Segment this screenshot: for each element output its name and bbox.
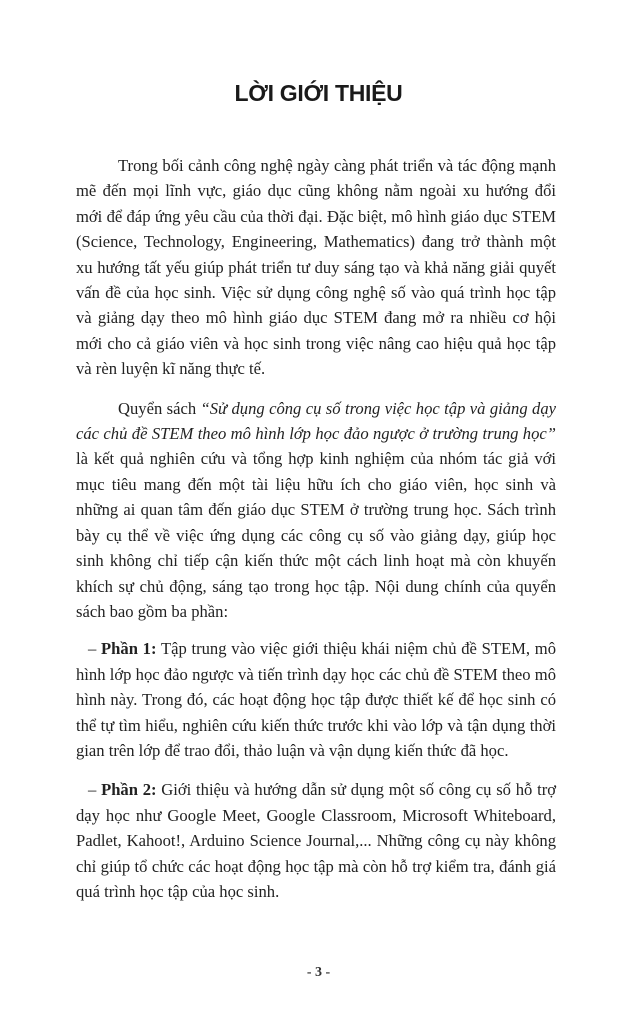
part-1-text: Tập trung vào việc giới thiệu khái niệm chủ đề STEM, mô hình lớp học đảo ngược và tiến trình dạy học các chủ đề STEM theo mô hình này. Trong đó, các hoạt động học tập được thiết kế để học sinh có thể tự tìm hiểu, nghiên cứu kiến thức trước khi vào lớp và tận dụng thời gian trên lớp để trao đổi, thảo luận và vận dụng kiến thức đã học.: [76, 639, 556, 760]
part-2-dash: –: [88, 780, 102, 800]
page-number: - 3 -: [306, 965, 331, 980]
book-description-lead: Quyển sách: [118, 398, 201, 418]
page-title: LỜI GIỚI THIỆU: [234, 80, 403, 106]
intro-paragraph: [76, 153, 556, 382]
part-2-text: Giới thiệu và hướng dẫn sử dụng một số công cụ số hỗ trợ dạy học như Google Meet, Google Classroom, Microsoft Whiteboard, Padlet, Kahoot!, Arduino Science Journal,... Những công cụ này không chỉ giúp tổ chức các hoạt động học tập mà còn hỗ trợ kiểm tra, đánh giá quá trình học tập của học sinh.: [76, 780, 556, 901]
body-text: [76, 153, 556, 918]
book-title-quote: “Sử dụng công cụ số trong việc học tập và giảng dạy các chủ đề STEM theo mô hình lớp học đảo ngược ở trường trung học”: [76, 398, 556, 444]
intro-paragraph-text: Trong bối cảnh công nghệ ngày càng phát triển và tác động mạnh mẽ đến mọi lĩnh vực, giáo dục cũng không nằm ngoài xu hướng đổi mới để đáp ứng yêu cầu của thời đại. Đặc biệt, mô hình giáo dục STEM (Science, Technology, Engineering, Mathematics) đang trở thành một xu hướng tất yếu giúp phát triển tư duy sáng tạo và khả năng giải quyết vấn đề của học sinh. Việc sử dụng công nghệ số vào quá trình học tập và giảng dạy theo mô hình giáo dục STEM đang mở ra nhiều cơ hội mới cho cả giáo viên và học sinh trong việc nâng cao hiệu quả học tập và rèn luyện kĩ năng thực tế.: [76, 156, 556, 379]
part-2-label: Phần 2:: [101, 780, 157, 800]
book-description-rest: là kết quả nghiên cứu và tổng hợp kinh nghiệm của nhóm tác giả với mục tiêu mang đến một tài liệu hữu ích cho giáo viên, học sinh và những ai quan tâm đến giáo dục STEM ở trường trung học. Sách trình bày cụ thể về việc ứng dụng các công cụ số vào giảng dạy, giúp học sinh không chỉ tiếp cận kiến thức một cách linh hoạt mà còn khuyến khích sự chủ động, sáng tạo trong học tập. Nội dung chính của quyển sách bao gồm ba phần:: [76, 449, 556, 621]
book-description-paragraph: [76, 396, 556, 625]
part-1-dash: –: [88, 639, 102, 659]
part-1-label: Phần 1:: [101, 639, 157, 659]
part-2-paragraph: [76, 777, 556, 904]
part-1-paragraph: [76, 636, 556, 763]
